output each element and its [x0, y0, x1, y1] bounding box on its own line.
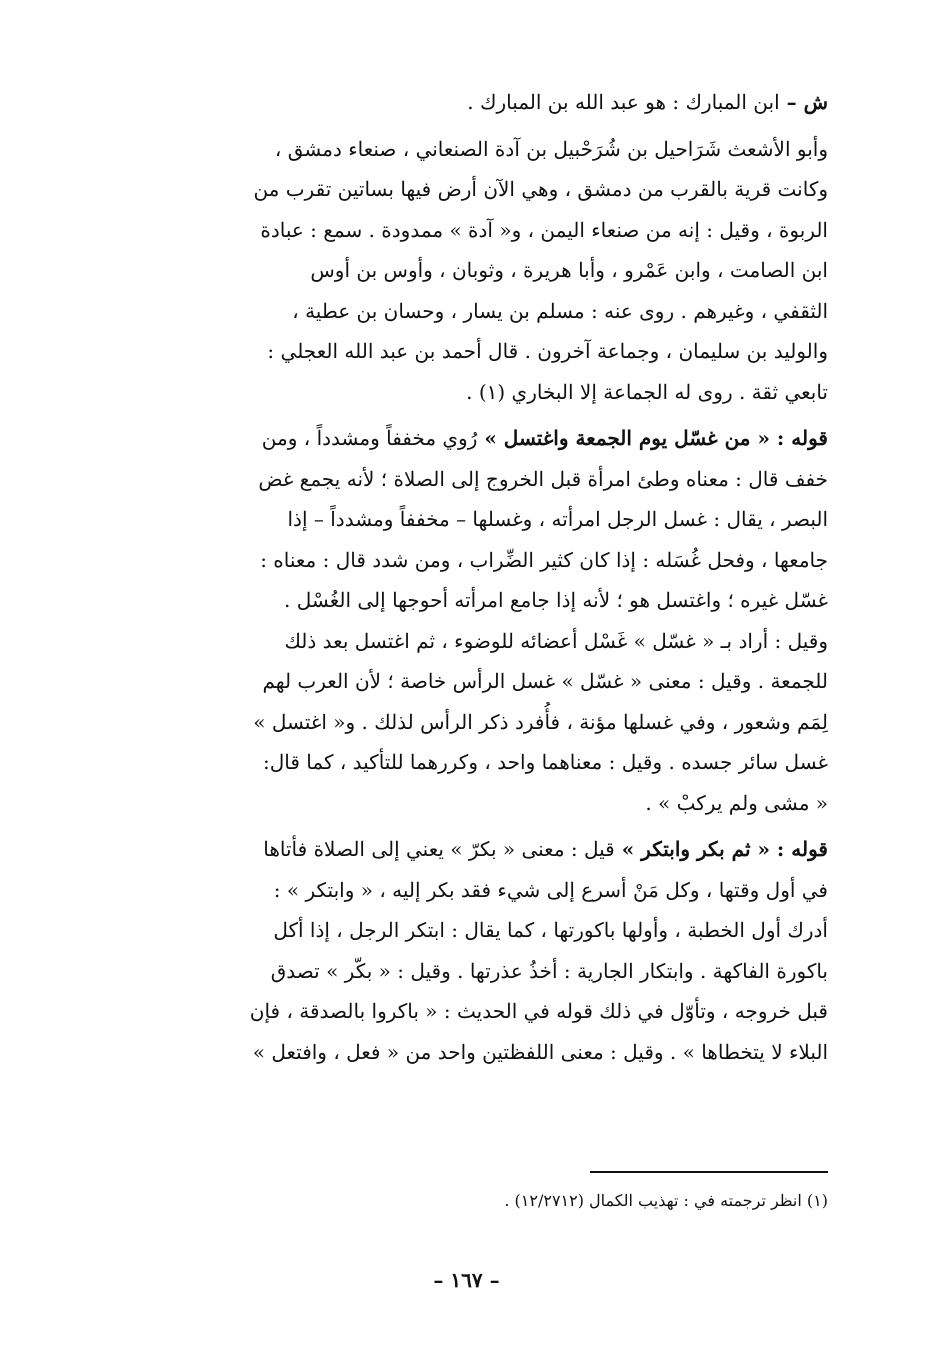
text-line [138, 870, 828, 911]
lemma-heading: ش – [779, 90, 828, 114]
line-text: الثقفي ، وغيرهم . روى عنه : مسلم بن يسار ، وحسان بن عطية ، [292, 298, 828, 323]
text-line [138, 661, 828, 702]
line-text: وأبو الأشعث شَرَاحيل بن شُرَحْبيل بن آدة الصنعاني ، صنعاء دمشق ، [274, 136, 828, 161]
text-line [138, 291, 828, 332]
line-text: « مشى ولم يركبْ » . [645, 790, 828, 815]
line-text: الربوة ، وقيل : إنه من صنعاء اليمن ، و« آدة » ممدودة . سمع : عبادة [260, 217, 828, 242]
line-text: تابعي ثقة . روى له الجماعة إلا البخاري (١) . [466, 379, 828, 404]
text-line [138, 250, 828, 291]
line-text: للجمعة . وقيل : معنى « غسّل » غسل الرأس خاصة ؛ لأن العرب لهم [262, 669, 828, 693]
main-text [138, 82, 828, 1072]
line-text: قبل خروجه ، وتأوّل في ذلك قوله في الحديث : « باكروا بالصدقة ، فإن [249, 999, 828, 1023]
text-line [138, 621, 828, 662]
text-line [138, 910, 828, 951]
text-line [138, 418, 828, 459]
line-text: قيل : معنى « بكرّ » يعني إلى الصلاة فأتاها [263, 837, 615, 861]
line-text: جامعها ، وفحل غُسَله : إذا كان كثير الضِّراب ، ومن شدد قال : معناه : [260, 547, 828, 572]
text-line [138, 169, 828, 210]
footnote-divider [590, 1171, 828, 1173]
footnote: (١) انظر ترجمته في : تهذيب الكمال (١٢/٢٧١٢) . [504, 1191, 828, 1210]
line-text: في أول وقتها ، وكل مَنْ أسرع إلى شيء فقد بكر إليه ، « وابتكر » : [273, 877, 828, 902]
text-line [138, 372, 828, 413]
text-line [138, 82, 828, 123]
line-text: رُوي مخففاً ومشدداً ، ومن [261, 426, 478, 450]
text-line [138, 459, 828, 500]
line-text: ابن المبارك : هو عبد الله بن المبارك . [467, 90, 780, 114]
text-line [138, 540, 828, 581]
text-line [138, 702, 828, 743]
paragraph [138, 82, 828, 123]
text-line [138, 951, 828, 992]
lemma-heading: قوله : « من غسّل يوم الجمعة واغتسل » [477, 426, 828, 450]
paragraph [138, 418, 828, 823]
line-text: البصر ، يقال : غسل الرجل امرأته ، وغسلها – مخففاً ومشدداً – إذا [287, 507, 828, 531]
lemma-heading: قوله : « ثم بكر وابتكر » [614, 837, 828, 861]
text-line [138, 580, 828, 621]
text-line [138, 499, 828, 540]
line-text: البلاء لا يتخطاها » . وقيل : معنى اللفظتين واحد من « فعل ، وافتعل » [252, 1039, 828, 1064]
text-line [138, 783, 828, 824]
line-text: غسّل غيره ؛ واغتسل هو ؛ لأنه إذا جامع امرأته أحوجها إلى الغُسْل . [284, 588, 828, 612]
line-text: لِمَم وشعور ، وفي غسلها مؤنة ، فأُفرد ذكر الرأس لذلك . و« اغتسل » [253, 709, 828, 734]
text-line [138, 331, 828, 372]
paragraph [138, 129, 828, 413]
page-number: – ١٦٧ – [433, 1268, 500, 1292]
text-line [138, 210, 828, 251]
text-line [138, 742, 828, 783]
line-text: وكانت قرية بالقرب من دمشق ، وهي الآن أرض فيها بساتين تقرب من [253, 177, 828, 201]
line-text: أدرك أول الخطبة ، وأولها باكورتها ، كما يقال : ابتكر الرجل ، إذا أكل [273, 918, 828, 942]
line-text: خفف قال : معناه وطئ امرأة قبل الخروج إلى الصلاة ؛ لأنه يجمع غض [258, 466, 828, 491]
line-text: ابن الصامت ، وابن عَمْرو ، وأبا هريرة ، وثوبان ، وأوس بن أوس [310, 258, 828, 282]
text-line [138, 829, 828, 870]
text-line [138, 1032, 828, 1073]
line-text: وقيل : أراد بـ « غسّل » غَسْل أعضائه للوضوء ، ثم اغتسل بعد ذلك [284, 628, 828, 653]
text-line [138, 991, 828, 1032]
line-text: غسل سائر جسده . وقيل : معناهما واحد ، وكررهما للتأكيد ، كما قال: [263, 750, 828, 774]
line-text: والوليد بن سليمان ، وجماعة آخرون . قال أحمد بن عبد الله العجلي : [267, 339, 828, 363]
text-line [138, 129, 828, 170]
line-text: باكورة الفاكهة . وابتكار الجارية : أخذُ عذرتها . وقيل : « بكّر » تصدق [270, 958, 828, 983]
paragraph [138, 829, 828, 1072]
